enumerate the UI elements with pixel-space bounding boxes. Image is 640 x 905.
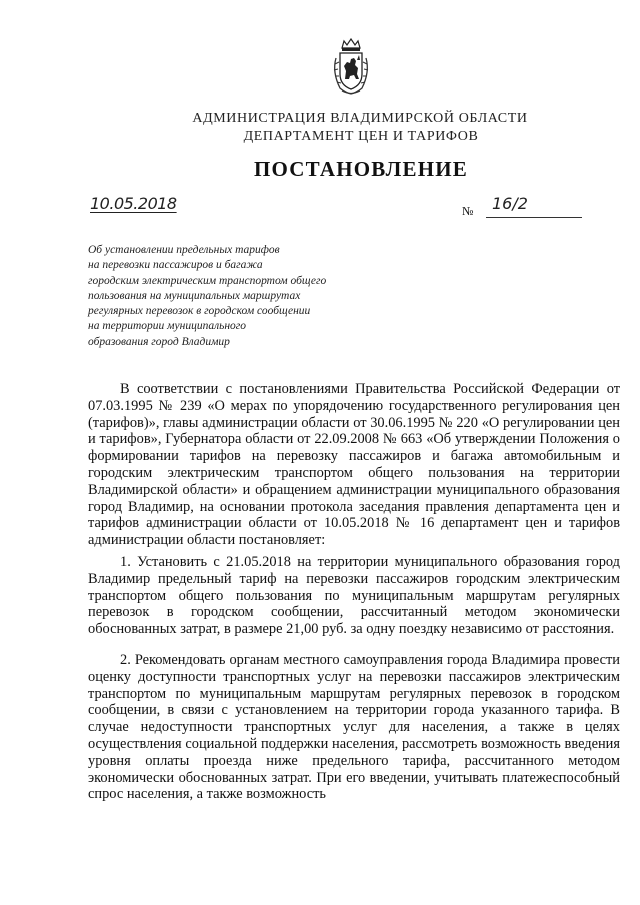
number-label: № [462,204,474,218]
number-underline [486,217,582,218]
number-value: 16/2 [492,194,528,213]
document-date: 10.05.2018 [90,194,177,213]
subject-line: на территории муниципального [88,320,247,333]
subject-line: Об установлении предельных тарифов [88,244,280,256]
coat-of-arms-icon [330,38,372,96]
document-title: ПОСТАНОВЛЕНИЕ [253,157,469,181]
subject-line: регулярных перевозок в городском сообщении [88,305,311,318]
item-2-paragraph: 2. Рекомендовать органам местного самоуправления города Владимира провести оценку доступности транспортных услуг на перевозки пассажиров электрическим транспортом по муниципальным маршрутам регулярных перевозок в городском сообщении, в связи с установлением на территории города указанного тарифа. В случае недоступности транспортных услуг для населения, а также в целях осуществления социальной поддержки населения, рассмотреть возможность введения уровня оплаты проезда ниже предельного тарифа, рассчитанного методом экономически обоснованных затрат. При его введении, учитывать платежеспособный спрос населения, а также возможность [88,651,620,803]
document-subject [88,243,388,350]
subject-line: городским электрическим транспортом общего [88,274,327,287]
agency-name: АДМИНИСТРАЦИЯ ВЛАДИМИРСКОЙ ОБЛАСТИ [192,111,528,126]
subject-line: пользования на муниципальных маршрутах [88,289,301,302]
preamble-paragraph: В соответствии с постановлениями Правительства Российской Федерации от 07.03.1995 № 239 «О мерах по упорядочению государственного регулирования цен (тарифов)», главы администрации области от 30.06.1995 № 220 «О регулировании цен и тарифов», Губернатора области от 22.09.2008 № 663 «Об утверждении Положения о формировании тарифов на перевозку пассажиров и багажа автомобильным и городским электрическим транспортом общего пользования на территории Владимирской области» и обращением администрации муниципального образования город Владимир, на основании протокола заседания правления департамента цен и тарифов администрации области от 10.05.2018 № 16 департамент цен и тарифов администрации области постановляет: [88,381,620,549]
item-1-paragraph: 1. Установить с 21.05.2018 на территории муниципального образования город Владимир предельный тариф на перевозки пассажиров городским электрическим транспортом общего пользования по муниципальным маршрутам регулярных перевозок в городском сообщении, рассчитанный методом экономически обоснованных затрат, в размере 21,00 руб. за одну поездку независимо от расстояния. [88,553,620,638]
document-number [462,194,582,218]
document-body [88,381,620,803]
department-name: ДЕПАРТАМЕНТ ЦЕН И ТАРИФОВ [243,129,479,144]
subject-line: образования город Владимир [88,335,230,348]
subject-line: на перевозки пассажиров и багажа [88,259,263,272]
